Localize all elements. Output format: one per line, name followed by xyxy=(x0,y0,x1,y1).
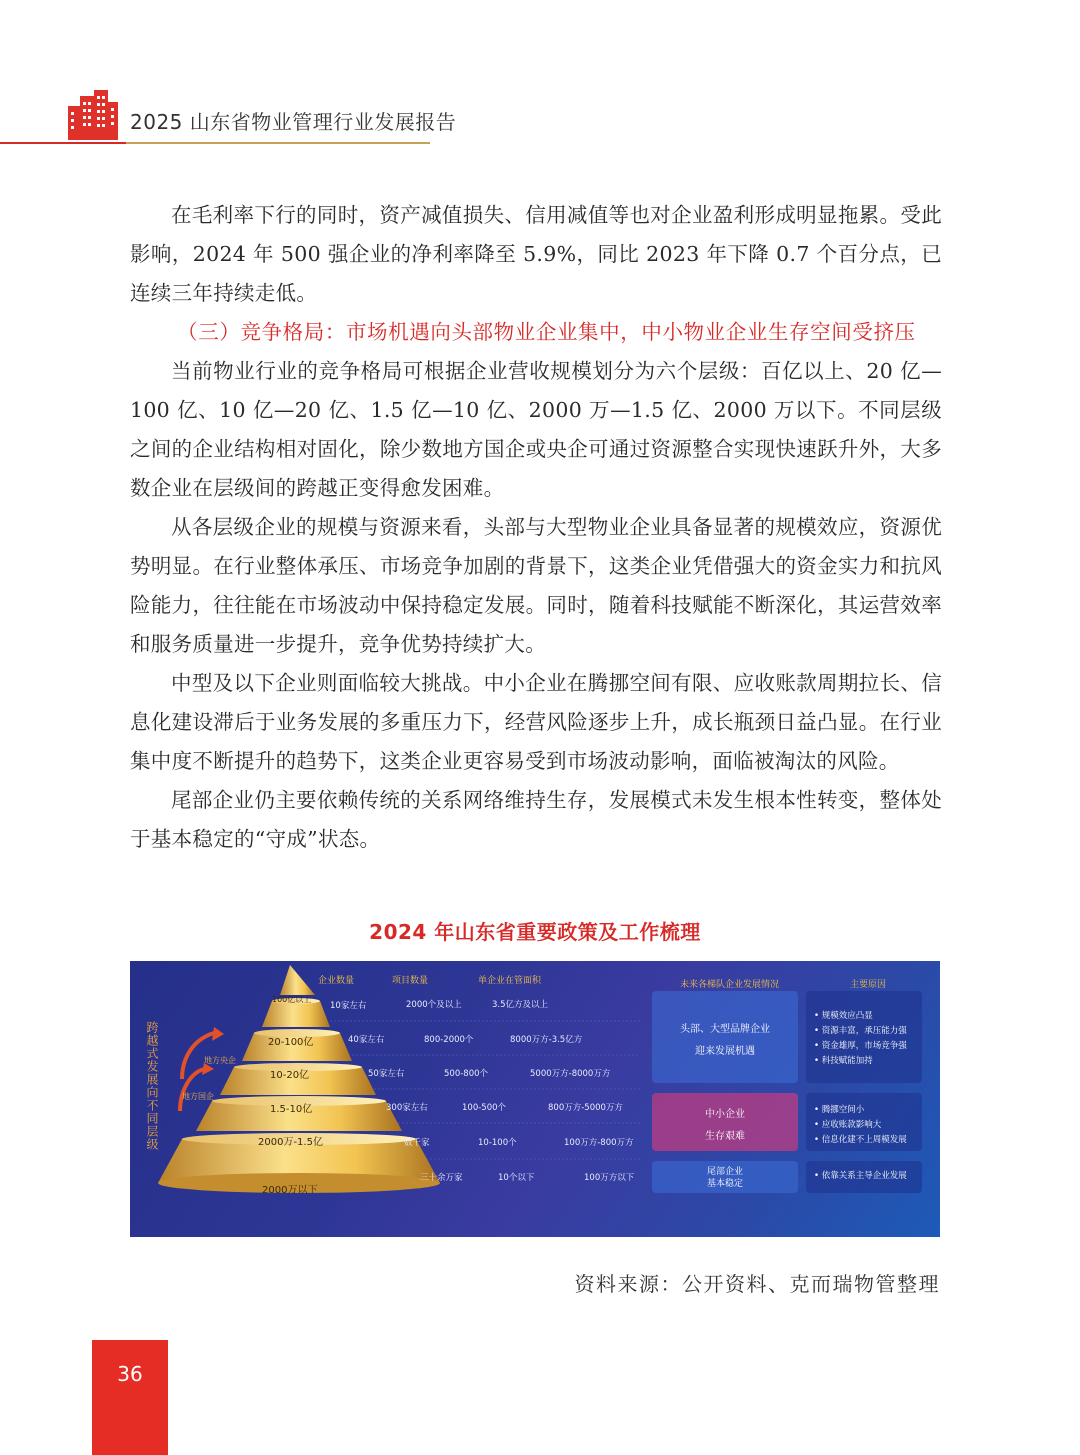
paragraph: 当前物业行业的竞争格局可根据企业营收规模划分为六个层级：百亿以上、20 亿—100 亿、10 亿—20 亿、1.5 亿—10 亿、2000 万—1.5 亿、2000 万以下。不同层级之间的企业结构相对固化，除少数地方国企或央企可通过资源整合实现快速跃升外，大多数企业在层级间的跨越正变得愈发困难。 xyxy=(130,359,942,500)
arrow-head-icon xyxy=(212,1027,224,1041)
side-label: 地方央企 xyxy=(204,1056,236,1065)
vertical-label: 跨越式发展向不同层级 xyxy=(145,1021,159,1151)
tier-projects: 800-2000个 xyxy=(424,1035,474,1045)
tier-label: 1.5-10亿 xyxy=(270,1104,313,1115)
reason-item: • 规模效应凸显 xyxy=(814,1011,873,1021)
reason-item: • 资源丰富，承压能力强 xyxy=(814,1026,907,1036)
tier-count: 50家左右 xyxy=(368,1069,405,1079)
outlook-panel xyxy=(652,1093,798,1151)
column-header: 主要原因 xyxy=(850,980,887,990)
page-number: 36 xyxy=(117,1362,143,1386)
page-number-tab xyxy=(92,1340,168,1455)
column-header: 未来各梯队企业发展情况 xyxy=(680,980,780,990)
tier-area: 100万方以下 xyxy=(584,1173,635,1183)
tier-label: 10-20亿 xyxy=(270,1070,310,1081)
tier-area: 5000万方-8000万方 xyxy=(530,1069,611,1079)
tier-label: 2000万以下 xyxy=(262,1185,318,1196)
paragraph: 从各层级企业的规模与资源来看，头部与大型物业企业具备显著的规模效应，资源优势明显。在行业整体承压、市场竞争加剧的背景下，这类企业凭借强大的资金实力和抗风险能力，往往能在市场波动中保持稳定发展。同时，随着科技赋能不断深化，其运营效率和服务质量进一步提升，竞争优势持续扩大。 xyxy=(130,515,942,656)
paragraph: 尾部企业仍主要依赖传统的关系网络维持生存，发展模式未发生根本性转变，整体处于基本稳定的“守成”状态。 xyxy=(130,788,942,851)
tier-area: 100万方-800万方 xyxy=(564,1138,634,1148)
reason-item: • 应收账款影响大 xyxy=(814,1120,882,1130)
page-header xyxy=(0,80,1080,150)
reason-item: • 资金雄厚，市场竞争强 xyxy=(814,1041,907,1051)
tier-count: 数千家 xyxy=(404,1138,430,1148)
tier-count: 三十余万家 xyxy=(420,1173,463,1183)
side-label: 地方国企 xyxy=(182,1092,214,1101)
outlook-label: 基本稳定 xyxy=(706,1179,743,1189)
header-rule-red xyxy=(0,142,126,144)
report-title: 2025 山东省物业管理行业发展报告 xyxy=(130,110,457,134)
tier-label: 20-100亿 xyxy=(268,1037,314,1048)
column-header: 项目数量 xyxy=(392,976,429,986)
tier-area: 3.5亿方及以上 xyxy=(492,1000,549,1010)
tier-projects: 500-800个 xyxy=(444,1069,489,1079)
tier-area: 8000万方-3.5亿方 xyxy=(510,1035,583,1045)
reason-item: • 科技赋能加持 xyxy=(814,1056,873,1066)
paragraph: 中型及以下企业则面临较大挑战。中小企业在腾挪空间有限、应收账款周期拉长、信息化建设滞后于业务发展的多重压力下，经营风险逐步上升，成长瓶颈日益凸显。在行业集中度不断提升的趋势下，这类企业更容易受到市场波动影响，面临被淘汰的风险。 xyxy=(130,671,942,773)
pyramid-figure xyxy=(130,961,940,1237)
tier-label: 2000万-1.5亿 xyxy=(258,1137,323,1148)
outlook-panel xyxy=(652,991,798,1083)
section-heading: （三）竞争格局：市场机遇向头部物业企业集中，中小物业企业生存空间受挤压 xyxy=(177,320,916,344)
tier-projects: 10个以下 xyxy=(498,1173,535,1183)
outlook-label: 尾部企业 xyxy=(706,1167,743,1177)
building-icon xyxy=(66,88,120,142)
outlook-label: 迎来发展机遇 xyxy=(695,1046,755,1057)
source-note: 资料来源：公开资料、克而瑞物管整理 xyxy=(574,1272,940,1296)
tier-count: 300家左右 xyxy=(386,1103,428,1113)
tier-projects: 100-500个 xyxy=(462,1103,507,1113)
reason-item: • 腾挪空间小 xyxy=(814,1105,865,1115)
outlook-label: 头部、大型品牌企业 xyxy=(680,1024,770,1035)
tier-projects: 2000个及以上 xyxy=(406,1000,462,1010)
reason-item: • 依靠关系主导企业发展 xyxy=(814,1171,907,1181)
tier-count: 40家左右 xyxy=(348,1035,385,1045)
figure-title: 2024 年山东省重要政策及工作梳理 xyxy=(369,920,701,944)
tier-label: 100亿以上 xyxy=(272,995,312,1004)
tier-count: 10家左右 xyxy=(330,1001,367,1011)
body-text xyxy=(130,196,942,859)
outlook-label: 中小企业 xyxy=(705,1109,745,1120)
outlook-label: 生存艰难 xyxy=(705,1131,745,1142)
paragraph: 在毛利率下行的同时，资产减值损失、信用减值等也对企业盈利形成明显拖累。受此影响，2024 年 500 强企业的净利率降至 5.9%，同比 2023 年下降 0.7 个百分点，已连续三年持续走低。 xyxy=(130,203,942,305)
column-header: 企业数量 xyxy=(318,976,355,986)
header-rule-gold xyxy=(126,142,430,144)
column-header: 单企业在管面积 xyxy=(478,976,542,986)
reason-item: • 信息化建不上周模发展 xyxy=(814,1135,907,1145)
tier-projects: 10-100个 xyxy=(478,1138,517,1148)
tier-area: 800万方-5000万方 xyxy=(548,1103,623,1113)
